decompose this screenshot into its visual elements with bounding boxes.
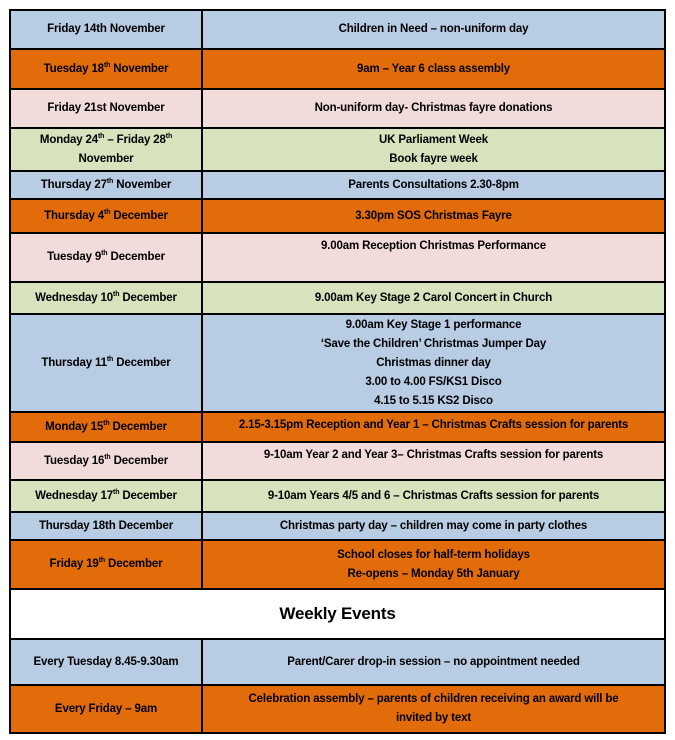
event-text: 4.15 to 5.15 KS2 Disco [374,394,493,407]
table-row [11,283,664,315]
table-row [11,413,664,443]
date-cell [11,541,203,588]
event-cell [203,200,664,232]
weekly-events-heading: Weekly Events [279,604,396,623]
date-text: Every Friday – 9am [54,702,158,715]
event-text: 9-10am Years 4/5 and 6 – Christmas Crafts session for parents [267,489,600,502]
date-cell [11,315,203,411]
date-text: Tuesday 16th December [43,453,169,467]
date-cell [11,172,203,198]
event-text: UK Parliament Week [379,133,488,146]
event-cell [203,283,664,313]
table-row [11,172,664,200]
date-cell [11,200,203,232]
event-text: 9am – Year 6 class assembly [356,62,511,75]
event-text: 3.00 to 4.00 FS/KS1 Disco [365,375,502,388]
event-text: Celebration assembly – parents of children receiving an award will be [248,693,619,705]
event-text: Book fayre week [389,152,478,165]
event-text: invited by text [395,712,472,724]
event-text: 2.15-3.15pm Reception and Year 1 – Christmas Crafts session for parents [238,419,629,431]
date-text: Thursday 27th November [40,177,172,191]
event-cell [203,129,664,170]
ordinal-superscript: th [103,61,111,69]
date-text: Tuesday 9th December [47,250,165,263]
table-row [11,129,664,172]
table-row [11,11,664,50]
date-text: Wednesday 17th December [35,488,177,502]
date-text: Thursday 18th December [38,519,174,532]
ordinal-superscript: th [103,419,110,427]
event-cell [203,640,664,684]
event-text: School closes for half-term holidays [337,548,530,561]
event-cell [203,172,664,198]
table-row [11,513,664,541]
date-cell [11,686,203,732]
ordinal-superscript: th [101,250,108,258]
date-cell [11,283,203,313]
event-text: 9.00am Reception Christmas Performance [320,240,547,252]
ordinal-superscript: th [165,132,173,140]
date-text: Every Tuesday 8.45-9.30am [33,655,179,668]
event-text: Christmas dinner day [376,356,491,369]
ordinal-superscript: th [98,557,105,565]
event-cell [203,686,664,732]
event-cell [203,541,664,588]
date-text: Thursday 4th December [44,208,168,222]
weekly-events-heading-row [11,590,664,640]
event-cell [203,443,664,479]
event-cell [203,481,664,511]
event-text: Parent/Carer drop-in session – no appointment needed [287,655,580,668]
event-text: Re-opens – Monday 5th January [347,567,520,580]
table-row [11,541,664,590]
ordinal-superscript: th [106,177,114,185]
date-text: Friday 14th November [47,23,165,35]
event-text: Children in Need – non-uniform day [338,23,529,35]
date-text: Monday 24th – Friday 28th November [39,132,173,165]
table-row [11,234,664,283]
ordinal-superscript: th [97,132,105,140]
table-row [11,50,664,90]
event-cell [203,50,664,88]
event-text: 9-10am Year 2 and Year 3– Christmas Crafts session for parents [263,449,604,461]
date-text: Thursday 11th December [41,355,171,369]
date-cell [11,443,203,479]
ordinal-superscript: th [106,355,114,363]
date-cell [11,11,203,48]
table-row [11,90,664,129]
event-cell [203,11,664,48]
date-text: Wednesday 10th December [35,290,177,304]
table-row [11,443,664,481]
event-text: Parents Consultations 2.30-8pm [348,178,519,191]
table-row [11,640,664,686]
ordinal-superscript: th [104,453,111,461]
date-cell [11,129,203,170]
event-text: Christmas party day – children may come in party clothes [279,519,588,532]
ordinal-superscript: th [113,488,120,496]
date-cell [11,513,203,539]
event-text: 3.30pm SOS Christmas Fayre [355,209,512,222]
table-row [11,686,664,732]
event-cell [203,413,664,441]
date-cell [11,481,203,511]
date-text: Tuesday 18th November [43,61,169,75]
event-cell [203,234,664,281]
date-cell [11,640,203,684]
date-text: Friday 19th December [49,557,163,570]
date-cell [11,90,203,127]
date-cell [11,413,203,441]
date-text: Friday 21st November [47,102,165,114]
ordinal-superscript: th [104,208,111,216]
event-text: ‘Save the Children’ Christmas Jumper Day [320,337,547,350]
table-row [11,200,664,234]
ordinal-superscript: th [113,290,120,298]
date-cell [11,234,203,281]
event-cell [203,90,664,127]
date-text: Monday 15th December [45,419,167,433]
event-text: 9.00am Key Stage 1 performance [345,318,522,331]
events-table [9,9,666,734]
table-row [11,315,664,413]
event-text: Non-uniform day- Christmas fayre donations [314,102,553,114]
event-text: 9.00am Key Stage 2 Carol Concert in Church [314,291,553,304]
date-cell [11,50,203,88]
table-row [11,481,664,513]
event-cell [203,315,664,411]
event-cell [203,513,664,539]
